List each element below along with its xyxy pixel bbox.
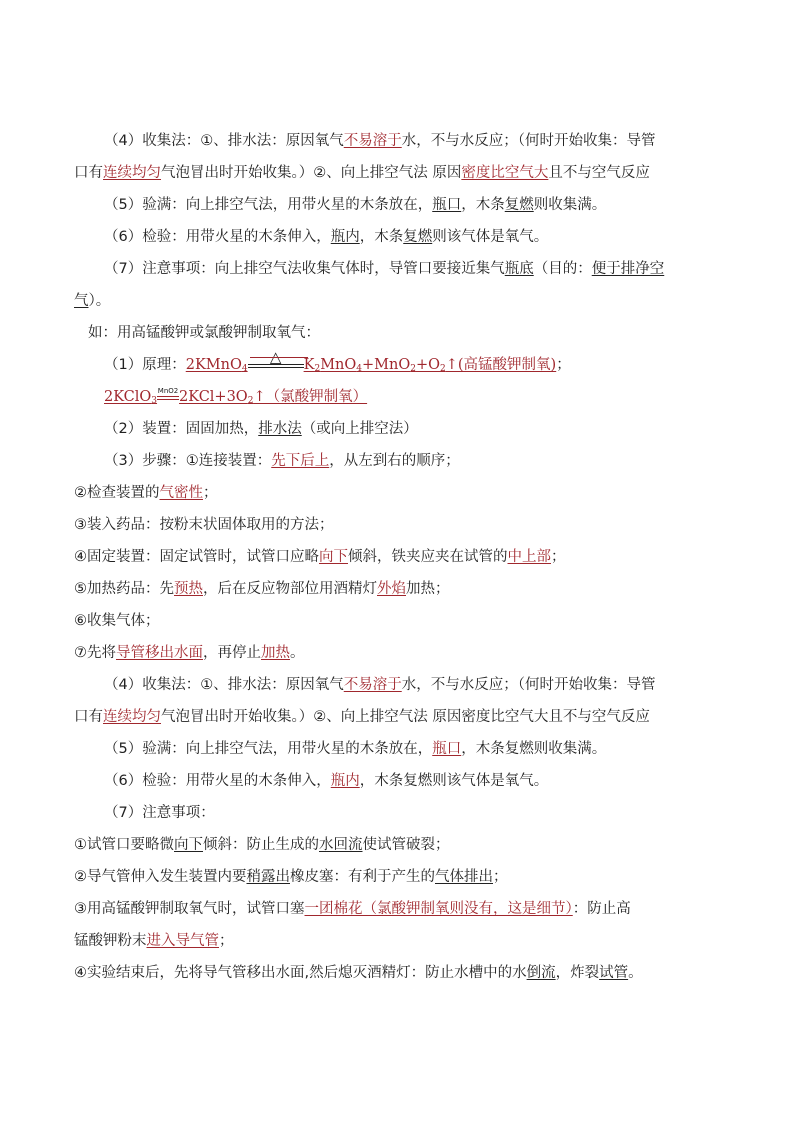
text-line-21: （6）检验：用带火星的木条伸入，瓶内，木条复燃则该气体是氧气。 [104, 773, 549, 789]
text-line-4: （6）检验：用带火星的木条伸入，瓶内，木条复燃则该气体是氧气。 [104, 229, 549, 245]
equation-kmno4: （1）原理：2KMnO$_4$ △ $K_2MnO_4+MnO_2+O_2↑$(高锰酸钾制氧)； [104, 348, 571, 374]
heat-condition: △ [248, 355, 304, 375]
text-line-20: （5）验满：向上排空气法，用带火星的木条放在，瓶口，木条复燃则收集满。 [104, 741, 607, 757]
text-line-15: ⑤加热药品：先预热，后在反应物部位用酒精灯外焰加热； [74, 581, 450, 597]
text-line-14: ④固定装置：固定试管时，试管口应略向下倾斜，铁夹应夹在试管的中上部； [74, 549, 566, 565]
text-line-26: 锰酸钾粉末进入导气管； [74, 933, 234, 949]
text-line-6: 气）。 [74, 293, 111, 309]
text-line-10: （2）装置：固固加热，排水法（或向上排空法） [104, 421, 418, 437]
text-line-3: （5）验满：向上排空气法，用带火星的木条放在，瓶口，木条复燃则收集满。 [104, 197, 607, 213]
equation-kclo3: 2KClO$_3$ MnO2 $2KCl+3O_2↑$（氯酸钾制氧） [104, 387, 368, 406]
text-line-7: 如：用高锰酸钾或氯酸钾制取氧气： [88, 325, 320, 341]
text-line-12: ②检查装置的气密性； [74, 485, 218, 501]
text-line-16: ⑥收集气体； [74, 613, 160, 629]
text-line-23: ①试管口要略微向下倾斜：防止生成的水回流使试管破裂； [74, 837, 450, 853]
text-line-18: （4）收集法：①、排水法：原因氧气不易溶于水，不与水反应；（何时开始收集：导管 [104, 677, 656, 693]
text-line-1: （4）收集法：①、排水法：原因氧气不易溶于水，不与水反应；（何时开始收集：导管 [104, 133, 656, 149]
text-line-5: （7）注意事项：向上排空气法收集气体时，导管口要接近集气瓶底（目的：便于排净空 [104, 261, 665, 277]
text-line-17: ⑦先将导管移出水面，再停止加热。 [74, 645, 305, 661]
text-line-27: ④实验结束后，先将导气管移出水面,然后熄灭酒精灯：防止水槽中的水倒流，炸裂试管。 [74, 965, 643, 981]
text-line-2: 口有连续均匀气泡冒出时开始收集。）②、向上排空气法 原因密度比空气大且不与空气反应 [74, 165, 650, 181]
equation-rule [250, 357, 308, 358]
text-line-24: ②导气管伸入发生装置内要稍露出橡皮塞：有利于产生的气体排出； [74, 869, 508, 885]
text-line-22: （7）注意事项： [104, 805, 215, 821]
text-line-25: ③用高锰酸钾制取氧气时，试管口塞一团棉花（氯酸钾制氧则没有，这是细节）：防止高 [74, 901, 631, 917]
text-line-11: （3）步骤：①连接装置：先下后上，从左到右的顺序； [104, 453, 460, 469]
catalyst-condition: MnO2 [157, 387, 179, 407]
text-line-19: 口有连续均匀气泡冒出时开始收集。）②、向上排空气法 原因密度比空气大且不与空气反应 [74, 709, 650, 725]
text-line-13: ③装入药品：按粉末状固体取用的方法； [74, 517, 334, 533]
